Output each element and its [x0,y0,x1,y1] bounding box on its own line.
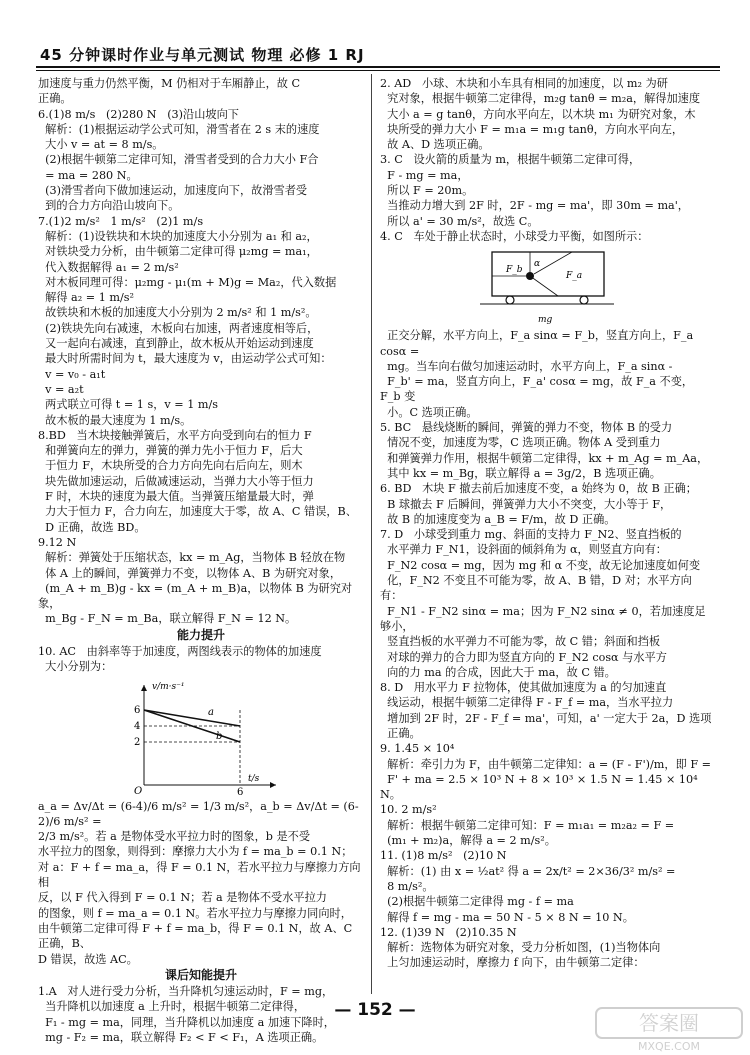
right-answers-block [380,76,713,244]
right2-line: 8 m/s²。 [380,879,434,893]
left4-line: mg - F₂ = ma，联立解得 F₂ < F < F₁，A 选项正确。 [38,1031,324,1045]
left-line: 9.12 N [38,535,77,549]
right2-line: 增加到 2F 时，2F - F_f = ma'，可知，a' 一定大于 2a，D 选项 [380,711,712,725]
left-line: 对铁块受力分析，由牛顿第二定律可得 μ₂mg = ma₁， [38,245,318,259]
right2-line: 小。C 选项正确。 [380,405,478,419]
graph-line-b-label: b [216,730,223,742]
left-line: 故木板的最大速度为 1 m/s。 [38,413,192,427]
cart-force-diagram [472,246,622,326]
right2-line: 正交分解，水平方向上，F_a sinα = F_b，竖直方向上，F_a cosα = [380,329,697,358]
right2-line: 9. 1.45 × 10⁴ [380,742,455,756]
right-line: 所以 F = 20m。 [380,184,474,198]
graph-line-a-label: a [208,706,214,718]
left4-line: 1.A 对人进行受力分析，当升降机匀速运动时，F = mg， [38,985,334,999]
right2-line: 12. (1)39 N (2)10.35 N [380,925,517,939]
left3-line: a_a = Δv/Δt = (6-4)/6 m/s² = 1/3 m/s²，a_b = Δv/Δt = (6-2)/6 m/s² = [38,799,359,828]
right2-line: 上匀加速运动时，摩擦力 f 向下，由牛顿第二定律： [380,956,645,970]
graph-ylabel: v/m·s⁻¹ [152,681,185,692]
left-line: (3)滑雪者向下做加速运动，加速度向下，故滑雪者受 [38,184,308,198]
right2-line: 其中 kx = m_Bg，联立解得 a = 3g/2，B 选项正确。 [380,466,661,480]
right2-line: F_b' = ma，竖直方向上，F_a' cosα = mg，故 F_a 不变，F_b 变 [380,375,694,404]
left-column [38,76,364,1045]
left3-line: 2/3 m/s²。若 a 是物体受水平拉力时的图象，b 是不受 [38,830,311,844]
right2-line: 线运动，根据牛顿第二定律得 F - F_f = ma，当水平拉力 [380,696,674,710]
left-line: 对木板同理可得：μ₂mg - μ₁(m + M)g = Ma₂，代入数据 [38,275,337,289]
right2-line: F_N2 cosα = mg，因为 mg 和 α 不变，故无论加速度如何变 [380,558,701,572]
left-line: 代入数据解得 a₁ = 2 m/s² [38,260,179,274]
left-line: 8.BD 当木块接触弹簧后，水平方向受到向右的恒力 F [38,428,312,442]
left-line: 解得 a₂ = 1 m/s² [38,291,134,305]
right2-line: 情况不变，加速度为零，C 选项正确。物体 A 受到重力 [380,436,661,450]
right2-line: 11. (1)8 m/s² (2)10 N [380,849,507,863]
right-line: 大小 a = g tanθ，方向水平向左，以木块 m₁ 为研究对象，木 [380,107,696,121]
graph-xtick-6: 6 [237,786,244,797]
right-line: 所以 a' = 30 m/s²，故选 C。 [380,214,539,228]
left-line: (m_A + m_B)g - kx = (m_A + m_B)a，以物体 B 为研究对象， [38,581,353,611]
right2-line: 正确。 [380,726,421,740]
page-number: — 152 — [334,1000,416,1020]
right2-line: F' + ma = 2.5 × 10³ N + 8 × 10³ × 1.5 N = 1.45 × 10⁴ N。 [380,772,702,802]
left-line: 大小 v = at = 8 m/s。 [38,138,164,152]
right2-line: 解析：选物体为研究对象，受力分析如图，(1)当物体向 [380,941,661,955]
fig-alpha-label: α [533,259,540,270]
left-line: 最大时所需时间为 t，最大速度为 v，由运动学公式可知： [38,352,332,366]
section-heading-after-class: 课后知能提升 [164,967,237,982]
right2-line: 6. BD 木块 F 撤去前后加速度不变，a 始终为 0，故 B 正确； [380,482,697,496]
left-line: D 正确，故选 BD。 [38,520,146,534]
left-line: 又一起向右减速，直到静止，故木板从开始运动到速度 [38,337,314,351]
q10-solution [38,799,364,967]
right2-line: mg。当车向右做匀加速运动时，水平方向上，F_a sinα - [380,359,673,373]
right-column [380,76,713,971]
left-line: 正确。 [38,92,72,106]
section-heading-ability: 能力提升 [176,627,225,642]
right-line: 3. C 设火箭的质量为 m，根据牛顿第二定律可得， [380,153,641,167]
left-line: 体 A 上的瞬间，弹簧弹力不变，以物体 A、B 为研究对象， [38,566,342,580]
velocity-time-graph [116,677,286,797]
right-line: 究对象，根据牛顿第二定律得，m₂g tanθ = m₂a，解得加速度 [380,92,701,106]
left-line: F 时，木块的速度为最大值。当弹簧压缩量最大时，弹 [38,490,314,504]
column-divider [371,74,372,994]
watermark-text: 答案圈 [639,1011,699,1035]
left3-line: D 错误，故选 AC。 [38,952,138,966]
left-line: (2)根据牛顿第二定律可知，滑雪者受到的合力大小 F合 [38,153,319,167]
left-line: 解析：(1)设铁块和木块的加速度大小分别为 a₁ 和 a₂， [38,229,318,243]
fig-mg-label: mg [537,315,552,326]
graph-origin: O [134,785,143,797]
left-line: m_Bg - F_N = m_Ba，联立解得 F_N = 12 N。 [38,612,297,626]
right-line: 2. AD 小球、木块和小车具有相同的加速度，以 m₂ 为研 [380,77,668,90]
right2-line: B 球撤去 F 后瞬间，弹簧弹力大小不突变，大小等于 F， [380,497,672,511]
right-answers-block-2 [380,328,713,970]
left-line: 解析：(1)根据运动学公式可知，滑雪者在 2 s 末的速度 [38,122,320,136]
right-line: 当推动力增大到 2F 时，2F - mg = ma'，即 30m = ma'， [380,199,689,213]
right2-line: 解得 f = mg - ma = 50 N - 5 × 8 N = 10 N。 [380,910,634,924]
left-line: 块先做加速运动，后做减速运动，当弹力大小等于恒力 [38,474,314,488]
right2-line: F_N1 - F_N2 sinα = ma；因为 F_N2 sinα ≠ 0，若加速度足够小， [380,604,706,633]
left-line: v = v₀ - a₁t [38,367,106,381]
right2-line: 竖直挡板的水平弹力不可能为零，故 C 错；斜面和挡板 [380,635,661,649]
fig-fb-label: F_b [505,265,523,276]
header-rule [36,66,720,68]
right2-line: 故 B 的加速度变为 a_B = F/m，故 D 正确。 [380,512,616,526]
right2-line: 化，F_N2 不变且不可能为零，故 A、B 错，D 对；水平方向有： [380,574,692,603]
left-line: (2)铁块先向右减速，木板向右加速，两者速度相等后， [38,321,319,335]
right2-line: 对球的弹力的合力即为竖直方向的 F_N2 cosα 与水平方 [380,650,667,664]
right2-line: 5. BC 悬线烧断的瞬间，弹簧的弹力不变，物体 B 的受力 [380,421,673,435]
left3-line: 的图象，则 f = ma_a = 0.1 N。若水平拉力与摩擦力同向时， [38,906,352,920]
watermark-logo [594,1006,744,1052]
left4-line: F₁ - mg = ma，同理，当升降机以加速度 a 加速下降时， [38,1015,335,1029]
left4-line: 当升降机以加速度 a 上升时，根据牛顿第二定律得， [38,1000,306,1014]
right2-line: 解析：牵引力为 F，由牛顿第二定律知：a = (F - F')/m，即 F = [380,757,712,771]
left-line: 解析：弹簧处于压缩状态，kx = m_Ag，当物体 B 轻放在物 [38,551,346,565]
right2-line: 解析：(1) 由 x = ½at² 得 a = 2x/t² = 2×36/3² m/s² = [380,864,676,878]
right2-line: 水平弹力 F_N1，设斜面的倾斜角为 α，则竖直方向有： [380,543,667,557]
left-line: 于恒力 F，木块所受的合力方向先向右后向左，则木 [38,459,303,473]
left-line: 到的合力方向沿山坡向下。 [38,199,180,213]
left3-line: 对 a：F + f = ma_a，得 F = 0.1 N，若水平拉力与摩擦力方向相 [38,860,361,890]
right2-line: (2)根据牛顿第二定律得 mg - f = ma [380,895,574,909]
left2-line: 大小分别为： [38,660,113,674]
left-line: v = a₂t [38,382,84,396]
right2-line: 10. 2 m/s² [380,803,437,817]
graph-ytick-6: 6 [134,704,141,716]
graph-ytick-2: 2 [134,736,141,748]
left-line: 加速度与重力仍然平衡，M 仍相对于车厢静止，故 C [38,77,301,90]
watermark-url: MXQE.COM [638,1040,700,1052]
right2-line: 向的力 ma 的合成，因此大于 ma，故 C 错。 [380,665,616,679]
right-line: F - mg = ma， [380,168,469,182]
left2-line: 10. AC 由斜率等于加速度，两图线表示的物体的加速度 [38,644,322,658]
right2-line: 7. D 小球受到重力 mg、斜面的支持力 F_N2、竖直挡板的 [380,528,682,542]
right-line: 故 A、D 选项正确。 [380,138,490,152]
left-line: 故铁块和木板的加速度大小分别为 2 m/s² 和 1 m/s²。 [38,306,317,320]
left-line: = ma = 280 N。 [38,168,138,182]
header-rule-thin [36,70,720,71]
graph-xlabel: t/s [248,773,260,784]
graph-ytick-4: 4 [134,720,141,732]
left3-line: 水平拉力的图象，则得到：摩擦力大小为 f = ma_b = 0.1 N； [38,845,353,859]
q10-intro [38,644,364,675]
right2-line: 和弹簧弹力作用，根据牛顿第二定律得，kx + m_Ag = m_Aa， [380,451,709,465]
left-line: 两式联立可得 t = 1 s，v = 1 m/s [38,398,218,412]
left3-line: 由牛顿第二定律可得 F + f = ma_b，得 F = 0.1 N，故 A、C 正确，B、 [38,921,356,951]
left-line: 力大于恒力 F，合力向左，加速度大于零，故 A、C 错误，B、 [38,505,357,519]
left-answers-block [38,76,364,627]
page-header: 45 分钟课时作业与单元测试 物理 必修 1 RJ [40,46,365,64]
left-line: 7.(1)2 m/s² 1 m/s² (2)1 m/s [38,214,204,228]
fig-fa-label: F_a [565,271,582,282]
right2-line: 解析：根据牛顿第二定律可知：F = m₁a₁ = m₂a₂ = F = [380,818,675,832]
left-line: 6.(1)8 m/s (2)280 N (3)沿山坡向下 [38,107,239,121]
right2-line: 8. D 用水平力 F 拉物体，使其做加速度为 a 的匀加速直 [380,681,667,695]
right-line: 块所受的弹力大小 F = m₁a = m₁g tanθ，方向水平向左， [380,122,684,136]
left-line: 和弹簧向左的弹力，弹簧的弹力先小于恒力 F，后大 [38,444,303,458]
right-line: 4. C 车处于静止状态时，小球受力平衡，如图所示： [380,229,649,243]
right2-line: (m₁ + m₂)a，解得 a = 2 m/s²。 [380,834,556,848]
left3-line: 反，以 F 代入得到 F = 0.1 N；若 a 是物体不受水平拉力 [38,891,327,905]
